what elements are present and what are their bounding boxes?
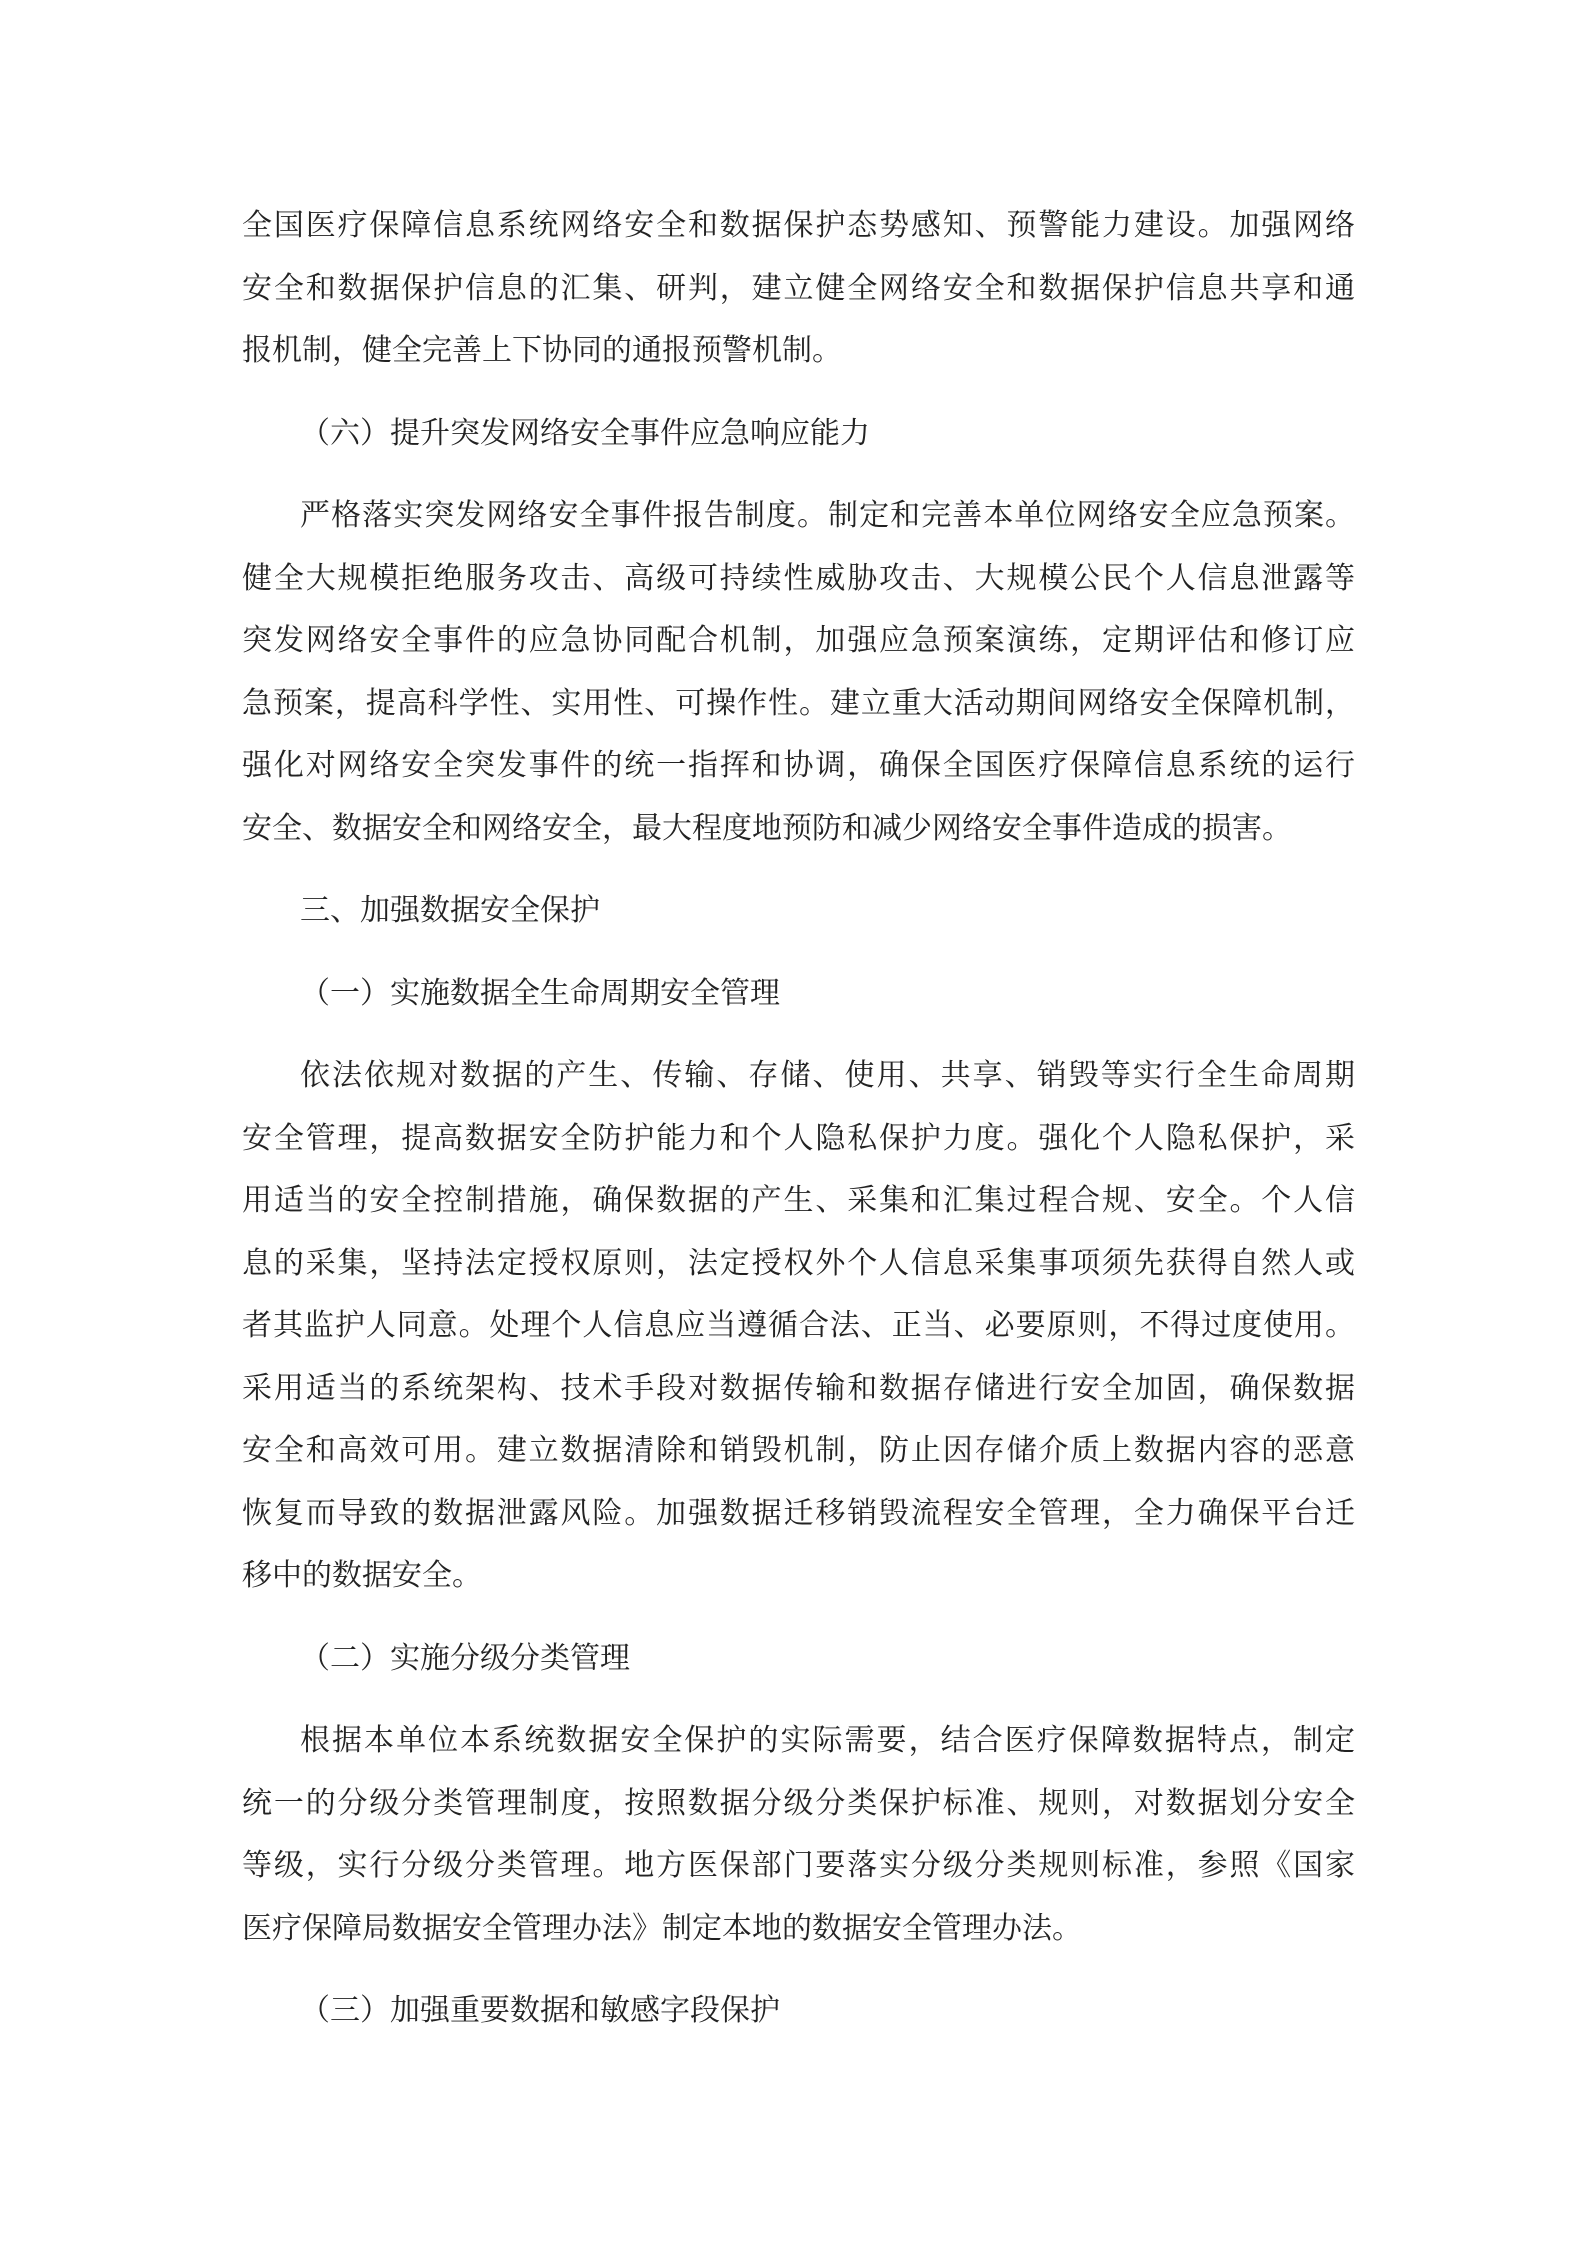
text-line: 依法依规对数据的产生、传输、存储、使用、共享、销毁等实行全生命周期 (300, 1059, 1355, 1092)
document-page (242, 195, 1355, 2043)
text-line: 严格落实突发网络安全事件报告制度。制定和完善本单位网络安全应急预案。 (300, 499, 1355, 532)
text-line: 三、加强数据安全保护 (300, 894, 600, 927)
text-line: （六）提升突发网络安全事件应急响应能力 (300, 416, 870, 450)
paragraph (242, 485, 1355, 860)
text-line: 采用适当的系统架构、技术手段对数据传输和数据存储进行安全加固，确保数据 (242, 1371, 1355, 1405)
text-line: 健全大规模拒绝服务攻击、高级可持续性威胁攻击、大规模公民个人信息泄露等 (242, 561, 1355, 595)
text-line: 强化对网络安全突发事件的统一指挥和协调，确保全国医疗保障信息系统的运行 (242, 749, 1355, 782)
text-line: 等级，实行分级分类管理。地方医保部门要落实分级分类规则标准，参照《国家 (242, 1849, 1355, 1882)
text-line: 全国医疗保障信息系统网络安全和数据保护态势感知、预警能力建设。加强网络 (242, 209, 1355, 242)
section-heading (242, 1628, 1355, 1691)
text-line: （三）加强重要数据和敏感字段保护 (300, 1994, 780, 2027)
text-line: 用适当的安全控制措施，确保数据的产生、采集和汇集过程合规、安全。个人信 (242, 1184, 1355, 1217)
text-line: 移中的数据安全。 (242, 1559, 482, 1592)
text-line: 报机制，健全完善上下协同的通报预警机制。 (242, 334, 842, 367)
text-line: （一）实施数据全生命周期安全管理 (300, 976, 780, 1010)
paragraph (242, 1045, 1355, 1608)
paragraph (242, 1710, 1355, 1960)
text-line: 者其监护人同意。处理个人信息应当遵循合法、正当、必要原则，不得过度使用。 (242, 1309, 1355, 1342)
section-heading (242, 403, 1355, 466)
text-line: 恢复而导致的数据泄露风险。加强数据迁移销毁流程安全管理，全力确保平台迁 (242, 1496, 1355, 1530)
text-line: （二）实施分级分类管理 (300, 1641, 630, 1675)
text-line: 安全和高效可用。建立数据清除和销毁机制，防止因存储介质上数据内容的恶意 (242, 1434, 1355, 1467)
section-heading (242, 963, 1355, 1026)
paragraph (242, 195, 1355, 383)
text-line: 安全和数据保护信息的汇集、研判，建立健全网络安全和数据保护信息共享和通 (242, 271, 1355, 305)
text-line: 安全管理，提高数据安全防护能力和个人隐私保护力度。强化个人隐私保护，采 (242, 1121, 1355, 1155)
text-line: 医疗保障局数据安全管理办法》制定本地的数据安全管理办法。 (242, 1911, 1082, 1945)
text-line: 息的采集，坚持法定授权原则，法定授权外个人信息采集事项须先获得自然人或 (242, 1246, 1355, 1280)
text-line: 统一的分级分类管理制度，按照数据分级分类保护标准、规则，对数据划分安全 (242, 1786, 1355, 1820)
text-line: 根据本单位本系统数据安全保护的实际需要，结合医疗保障数据特点，制定 (300, 1724, 1355, 1757)
text-line: 急预案，提高科学性、实用性、可操作性。建立重大活动期间网络安全保障机制， (242, 686, 1355, 720)
text-line: 安全、数据安全和网络安全，最大程度地预防和减少网络安全事件造成的损害。 (242, 811, 1292, 845)
text-line: 突发网络安全事件的应急协同配合机制，加强应急预案演练，定期评估和修订应 (242, 624, 1355, 657)
section-heading (242, 1980, 1355, 2043)
section-heading (242, 880, 1355, 943)
